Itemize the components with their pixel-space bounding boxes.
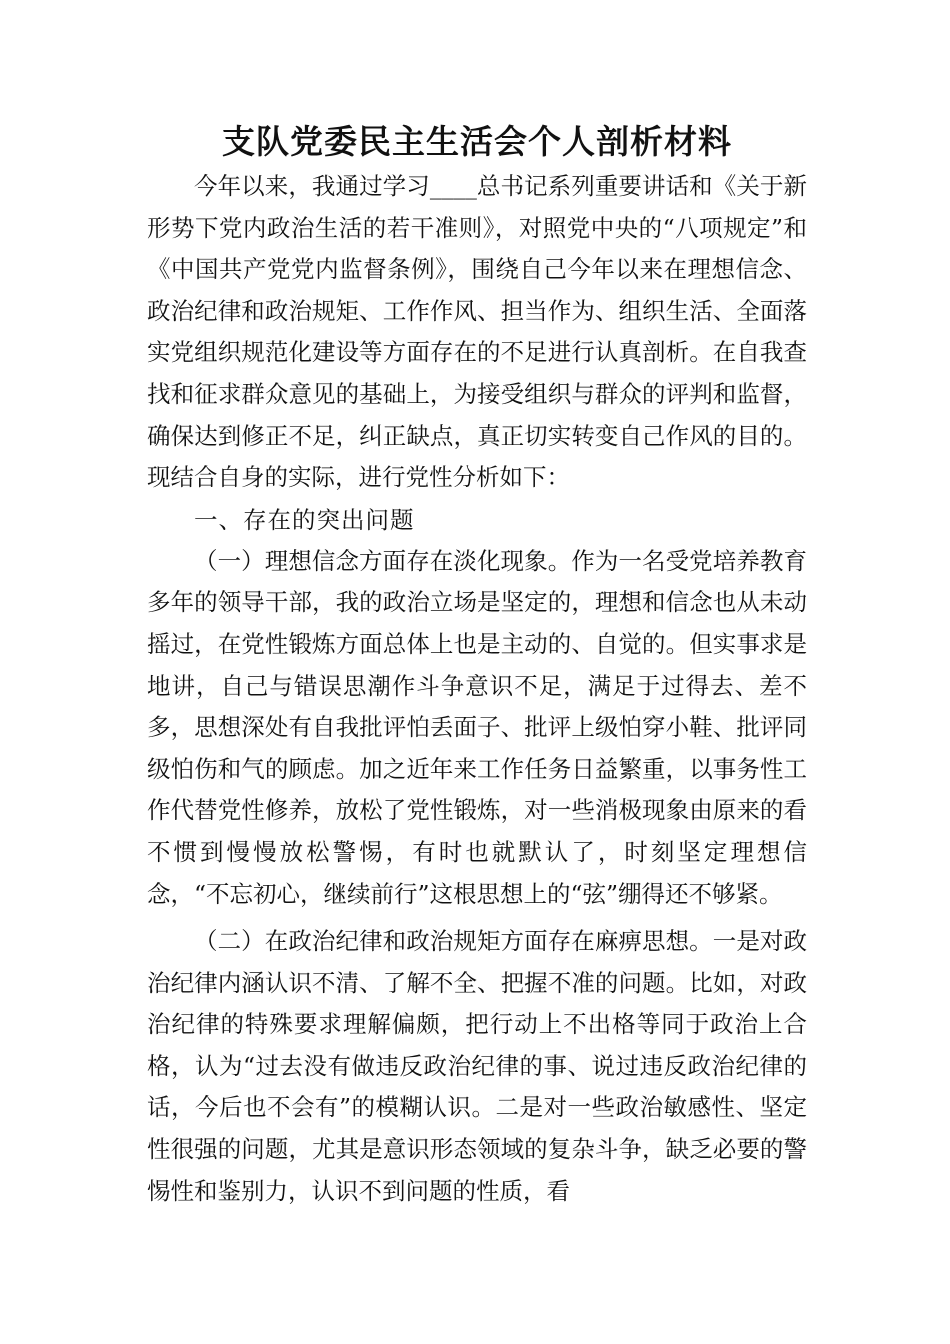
body-paragraph-1: （一）理想信念方面存在淡化现象。作为一名受党培养教育多年的领导干部，我的政治立场是坚定的，理想和信念也从未动摇过，在党性锻炼方面总体上也是主动的、自觉的。但实事求是地讲，自己与错误思潮作斗争意识不足，满足于过得去、差不多，思想深处有自我批评怕丢面子、批评上级怕穿小鞋、批评同级怕伤和气的顾虑。加之近年来工作任务日益繁重，以事务性工作代替党性修养，放松了党性锻炼，对一些消极现象由原来的看不惯到慢慢放松警惕，有时也就默认了，时刻坚定理想信念，“不忘初心，继续前行”这根思想上的“弦”绷得还不够紧。 (147, 546, 807, 908)
intro-paragraph: 今年以来，我通过学习____总书记系列重要讲话和《关于新形势下党内政治生活的若干准则》，对照党中央的“八项规定”和《中国共产党党内监督条例》，围绕自己今年以来在理想信念、政治纪律和政治规矩、工作作风、担当作为、组织生活、全面落实党组织规范化建设等方面存在的不足进行认真剖析。在自我查找和征求群众意见的基础上，为接受组织与群众的评判和监督，确保达到修正不足，纠正缺点，真正切实转变自己作风的目的。现结合自身的实际，进行党性分析如下： (147, 172, 807, 492)
document-title: 支队党委民主生活会个人剖析材料 (222, 122, 732, 161)
document-page (147, 118, 807, 1212)
section-heading: 一、存在的突出问题 (194, 505, 415, 534)
body-paragraph-2: （二）在政治纪律和政治规矩方面存在麻痹思想。一是对政治纪律内涵认识不清、了解不全、把握不准的问题。比如，对政治纪律的特殊要求理解偏颇，把行动上不出格等同于政治上合格，认为“过去没有做违反政治纪律的事、说过违反政治纪律的话，今后也不会有”的模糊认识。二是对一些政治敏感性、坚定性很强的问题，尤其是意识形态领域的复杂斗争，缺乏必要的警惕性和鉴别力，认识不到问题的性质，看 (147, 927, 807, 1205)
